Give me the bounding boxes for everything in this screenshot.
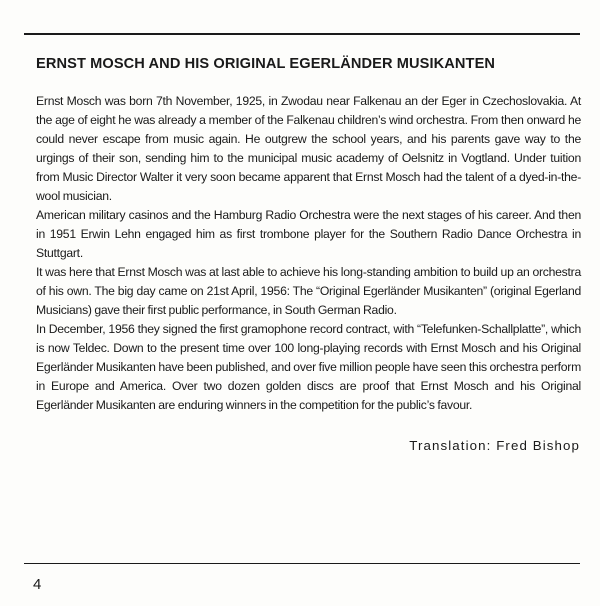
paragraph-birth: Ernst Mosch was born 7th November, 1925, in Zwodau near Falkenau an der Eger in Czechoslovakia. At the age of eight he was already a member of the Falkenau children’s wind orchestra. From then onward he could never escape from music again. He outgrew the school years, and his parents gave way to the urgings of their son, sending him to the municipal music academy of Oelsnitz in Vogtland. Under tuition from Music Director Walter it very soon became apparent that Ernst Mosch had the talent of a dyed-in-the-wool musician. [36, 94, 581, 203]
article-body [36, 92, 581, 415]
translation-credit: Translation: Fred Bishop [409, 438, 580, 453]
page-number: 4 [33, 576, 42, 593]
article-heading: ERNST MOSCH AND HIS ORIGINAL EGERLÄNDER MUSIKANTEN [36, 56, 496, 72]
paragraph-career: American military casinos and the Hamburg Radio Orchestra were the next stages of his career. And then in 1951 Erwin Lehn engaged him as first trombone player for the Southern Radio Dance Orchestra in Stuttgart. [36, 208, 581, 260]
top-rule [24, 33, 580, 35]
paragraph-orchestra: It was here that Ernst Mosch was at last able to achieve his long-standing ambition to build up an orchestra of his own. The big day came on 21st April, 1956: The “Original Egerländer Musikanten” (original Egerland Musicians) gave their first public performance, in South German Radio. [36, 265, 581, 317]
paragraph-records: In December, 1956 they signed the first gramophone record contract, with “Telefunken-Schallplatte”, which is now Teldec. Down to the present time over 100 long-playing records with Ernst Mosch and his Original Egerländer Musikanten have been published, and over five million people have seen this orchestra perform in Europe and America. Over two dozen golden discs are proof that Ernst Mosch and his Original Egerländer Musikanten are enduring winners in the competition for the public’s favour. [36, 322, 581, 412]
bottom-rule [24, 563, 580, 564]
